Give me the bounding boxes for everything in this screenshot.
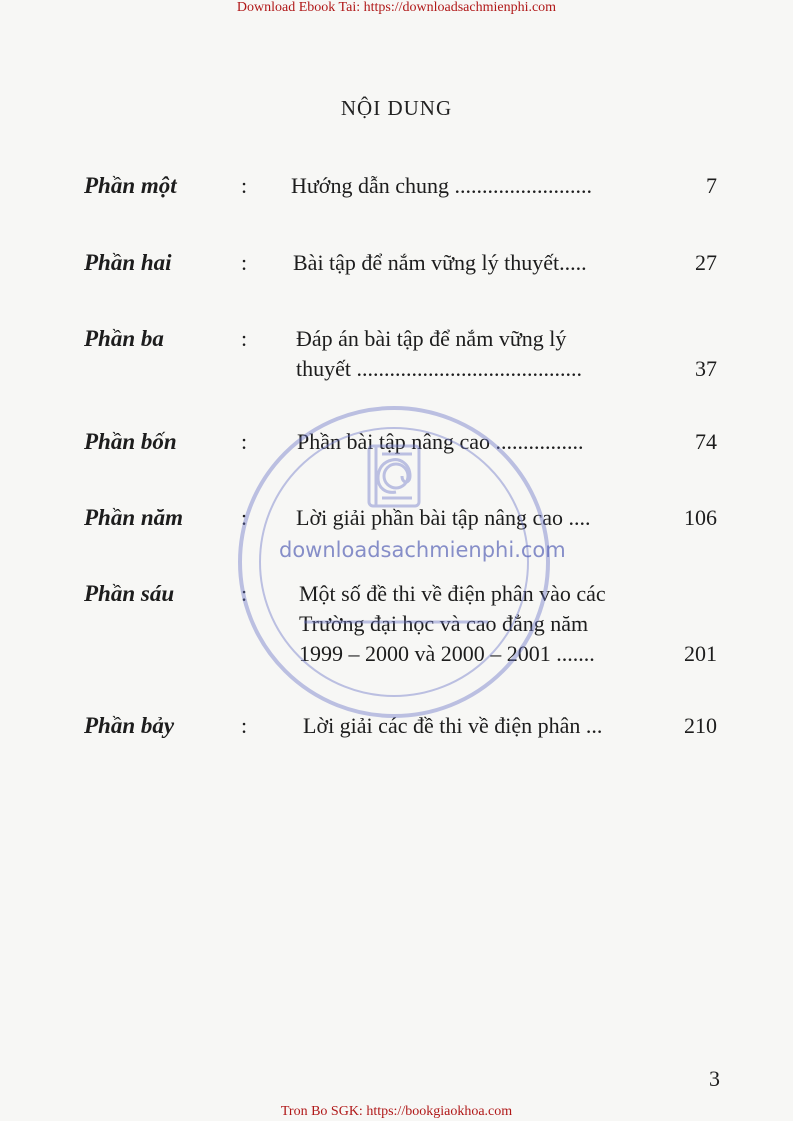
part-label: Phần một [84,173,177,198]
entry-title [296,324,582,384]
entry-line: thuyết ......................................... [296,356,582,381]
entry-page: 27 [695,250,717,275]
page-title: NỘI DUNG [340,96,453,120]
colon: : [241,429,248,454]
entry-page: 37 [695,356,717,381]
colon: : [241,173,248,198]
top-download-link[interactable]: Download Ebook Tai: https://downloadsachmienphi.com [236,0,557,15]
entry-title [303,711,602,741]
bottom-download-link[interactable]: Tron Bo SGK: https://bookgiaokhoa.com [280,1104,513,1119]
entry-page: 106 [684,505,717,530]
part-label: Phần bốn [84,429,177,454]
entry-title [293,248,587,278]
colon: : [241,326,248,351]
entry-page: 201 [684,641,717,666]
part-label: Phần bảy [84,713,175,738]
colon: : [241,581,248,606]
part-label: Phần hai [84,250,172,275]
page-number: 3 [709,1066,720,1091]
colon: : [241,505,248,530]
colon: : [241,713,248,738]
entry-line: Trường đại học và cao đẳng năm [299,611,589,636]
part-label: Phần sáu [84,581,175,606]
entry-title [296,503,591,533]
entry-line: Bài tập để nắm vững lý thuyết..... [293,250,587,275]
entry-page: 210 [684,713,717,738]
entry-line: Một số đề thi về điện phân vào các [299,581,606,606]
entry-page: 74 [695,429,717,454]
entry-line: 1999 – 2000 và 2000 – 2001 ....... [299,641,595,666]
entry-line: Lời giải phần bài tập nâng cao .... [296,505,591,530]
entry-line: Phần bài tập nâng cao ................ [297,429,584,454]
part-label: Phần năm [84,505,184,530]
entry-line: Đáp án bài tập để nắm vững lý [296,326,567,351]
entry-title [291,171,592,201]
entry-page: 7 [706,173,717,198]
entry-title [299,579,606,669]
entry-line: Lời giải các đề thi về điện phân ... [303,713,603,738]
entry-line: Hướng dẫn chung ......................... [291,173,592,198]
part-label: Phần ba [84,326,164,351]
entry-title [297,427,584,457]
colon: : [241,250,248,275]
watermark-text: downloadsachmienphi.com [279,538,566,562]
